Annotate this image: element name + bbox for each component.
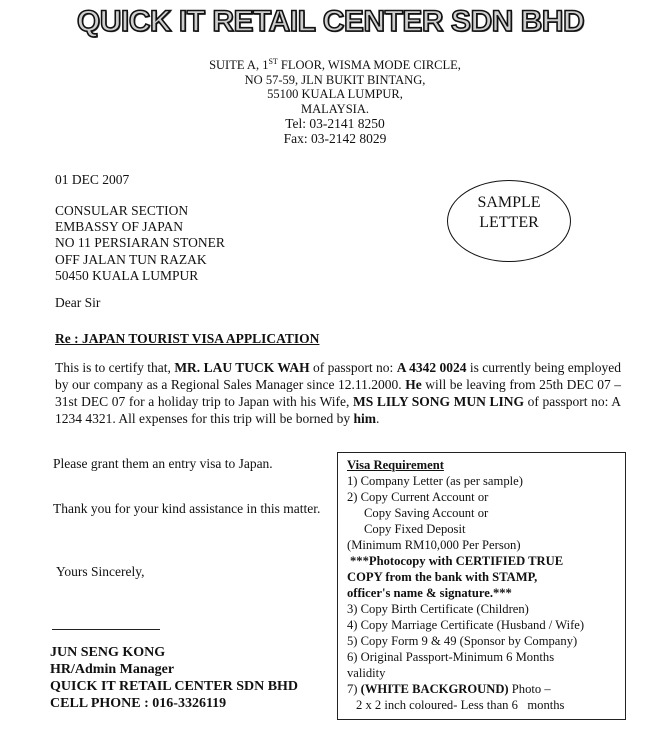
applicant-passport: A 4342 0024 xyxy=(396,360,467,375)
grant-request-line: Please grant them an entry visa to Japan. xyxy=(53,456,273,471)
body-paragraph xyxy=(55,359,621,427)
body-text: will be leaving from 25th DEC 07 – 31st DEC 07 for a holiday trip to Japan with his xyxy=(55,377,621,409)
requirement-subitem: (Minimum RM10,000 Per Person) xyxy=(347,538,521,552)
body-text: of passport no: xyxy=(309,360,397,375)
telephone: Tel: 03-2141 8250 xyxy=(285,116,385,131)
stamp-line-1: SAMPLE xyxy=(477,194,541,211)
recipient-line: OFF JALAN TUN RAZAK xyxy=(55,251,207,267)
thanks-line: Thank you for your kind assistance in this matter. xyxy=(53,501,321,516)
signature-line xyxy=(52,629,160,630)
requirement-subitem: 2 x 2 inch coloured- Less than 6 months xyxy=(356,698,565,712)
signatory-phone: CELL PHONE : 016-3326119 xyxy=(50,696,227,711)
body-wife: Wife xyxy=(319,394,347,409)
requirement-item xyxy=(347,681,625,697)
body-text: is currently being employed by our company as a Regional Sales Manager since 12.11.2000. xyxy=(55,360,622,392)
recipient-line: CONSULAR SECTION xyxy=(55,203,189,218)
signatory-name: JUN SENG KONG xyxy=(50,645,166,660)
salutation: Dear Sir xyxy=(55,295,101,310)
requirement-item: 5) Copy Form 9 & 49 (Sponsor by Company) xyxy=(347,634,578,648)
signature-block xyxy=(50,644,298,712)
body-text: . xyxy=(375,411,380,426)
subject-line: Re : JAPAN TOURIST VISA APPLICATION xyxy=(55,331,320,346)
company-logo-title: QUICK IT RETAIL CENTER SDN BHD xyxy=(76,5,585,38)
address-line-1-pre: SUITE A, 1 xyxy=(209,58,269,72)
requirement-note: ***Photocopy with CERTIFIED TRUE xyxy=(350,554,564,568)
sample-letter-stamp xyxy=(447,180,571,262)
recipient-line: 50450 KUALA LUMPUR xyxy=(55,267,199,283)
body-he: He xyxy=(405,377,422,392)
requirement-note: COPY from the bank with STAMP, xyxy=(347,570,538,584)
signatory-company: QUICK IT RETAIL CENTER SDN BHD xyxy=(50,679,299,694)
address-line-3: 55100 KUALA LUMPUR, xyxy=(267,87,403,101)
visa-requirement-title: Visa Requirement xyxy=(347,458,444,472)
spouse-name: MS LILY SONG MUN LING xyxy=(353,394,525,409)
signatory-title: HR/Admin Manager xyxy=(50,662,175,677)
requirement-subitem: Copy Fixed Deposit xyxy=(364,522,466,536)
item7-prefix: 7) xyxy=(347,682,361,696)
body-text: of passport no: A 1234 4321. All expenses for this trip will be borned by xyxy=(55,394,622,426)
body-text: This is to certify that, xyxy=(55,360,175,375)
fax: Fax: 03-2142 8029 xyxy=(283,131,387,146)
address-line-4: MALAYSIA. xyxy=(301,101,369,116)
closing: Yours Sincerely, xyxy=(56,564,145,579)
requirement-item: 3) Copy Birth Certificate (Children) xyxy=(347,602,529,616)
requirement-item: 2) Copy Current Account or xyxy=(347,490,489,504)
company-address xyxy=(175,58,495,146)
stamp-line-2: LETTER xyxy=(479,214,539,231)
recipient-line: NO 11 PERSIARAN STONER xyxy=(55,235,225,251)
visa-requirement-box xyxy=(337,452,626,720)
address-line-2: NO 57-59, JLN BUKIT BINTANG, xyxy=(244,72,426,87)
requirement-item: 1) Company Letter (as per sample) xyxy=(347,474,523,488)
requirement-subitem: validity xyxy=(347,666,386,680)
requirement-item: 6) Original Passport-Minimum 6 Months xyxy=(347,650,555,664)
letter-date: 01 DEC 2007 xyxy=(55,172,130,187)
requirement-subitem: Copy Saving Account or xyxy=(364,506,489,520)
address-line-1-post: FLOOR, WISMA MODE CIRCLE, xyxy=(277,58,461,72)
address-line-1-sup: ST xyxy=(268,56,278,66)
address-line-1 xyxy=(175,58,495,73)
recipient-address xyxy=(55,203,225,284)
recipient-line: EMBASSY OF JAPAN xyxy=(55,219,184,235)
requirement-note: officer's name & signature.*** xyxy=(347,586,512,600)
applicant-name: MR. LAU TUCK WAH xyxy=(174,360,310,375)
requirement-item: 4) Copy Marriage Certificate (Husband / Wife) xyxy=(347,618,585,632)
body-him: him xyxy=(353,411,376,426)
item7-suffix: Photo – xyxy=(508,682,551,696)
body-text: , xyxy=(346,394,354,409)
item7-bold: (WHITE BACKGROUND) xyxy=(360,682,509,696)
